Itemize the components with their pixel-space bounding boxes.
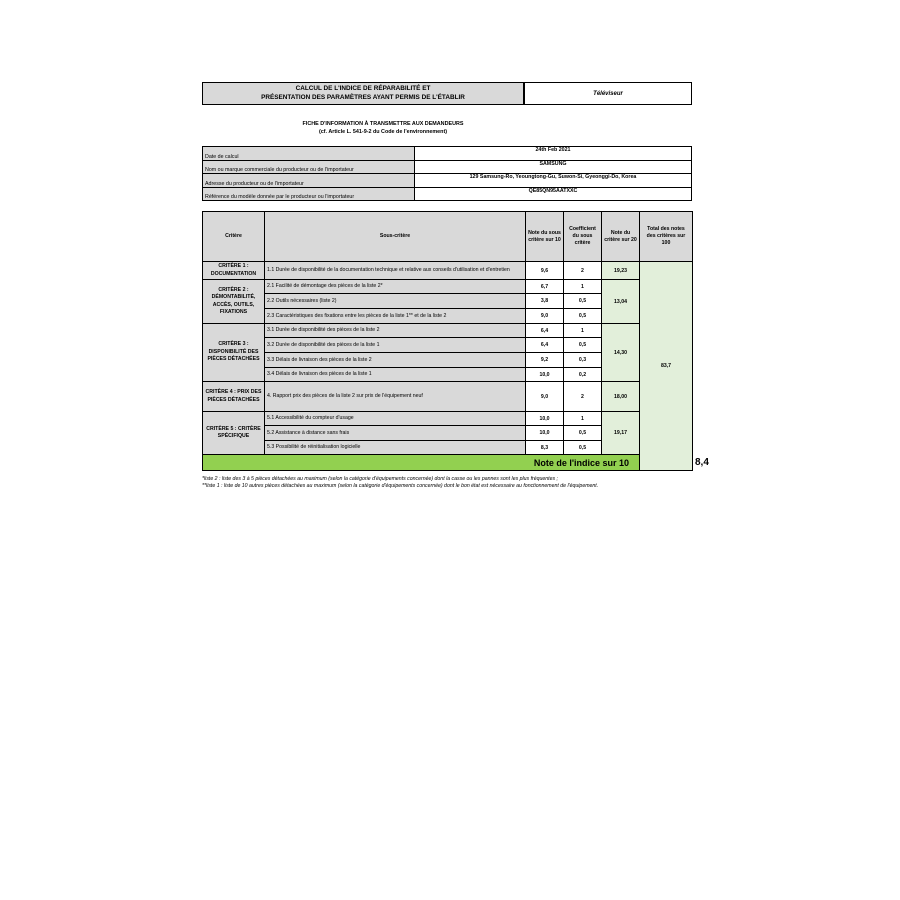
- header-critere: Critère: [203, 212, 265, 262]
- sous-critere-note: 3,8: [526, 294, 564, 309]
- info-row: [203, 187, 692, 201]
- sous-critere-coef: 2: [564, 382, 602, 412]
- table-row: [203, 412, 693, 426]
- sous-critere-label: 2.1 Facilité de démontage des pièces de la liste 2*: [265, 280, 526, 294]
- sous-critere-coef: 1: [564, 280, 602, 294]
- sous-critere-note: 6,4: [526, 338, 564, 353]
- info-table: [202, 146, 692, 201]
- sous-critere-coef: 1: [564, 412, 602, 426]
- title-line-2: PRÉSENTATION DES PARAMÈTRES AYANT PERMIS DE L'ÉTABLIR: [261, 93, 465, 101]
- sous-critere-coef: 0,5: [564, 441, 602, 455]
- info-value: 129 Samsung-Ro, Yeoungtong-Gu, Suwon-Si, Gyeonggi-Do, Korea: [415, 174, 692, 188]
- sous-critere-note: 9,0: [526, 309, 564, 324]
- sous-critere-coef: 2: [564, 262, 602, 280]
- sous-critere-coef: 0,5: [564, 338, 602, 353]
- sous-critere-label: 3.1 Durée de disponibilité des pièces de la liste 2: [265, 324, 526, 338]
- sous-critere-label: 1.1 Durée de disponibilité de la documentation technique et relative aux conseils d'utilisation et d'entretien: [265, 262, 526, 280]
- sous-critere-note: 8,3: [526, 441, 564, 455]
- info-label: Date de calcul: [203, 147, 415, 161]
- info-value: 24th Feb 2021: [415, 147, 692, 161]
- critere-note: 19,17: [602, 412, 640, 455]
- repairability-table: [202, 211, 709, 471]
- header-note-sous: Note du sous critère sur 10: [526, 212, 564, 262]
- fiche-line-2: (cf. Article L. 541-9-2 du Code de l'environnement): [318, 128, 448, 135]
- table-row: [203, 382, 693, 412]
- header-sous-critere: Sous-critère: [265, 212, 526, 262]
- sous-critere-label: 2.2 Outils nécessaires (liste 2): [265, 294, 526, 309]
- critere-name: CRITÈRE 3 : DISPONIBILITÉ DES PIÈCES DÉTACHÉES: [203, 324, 265, 382]
- sous-critere-coef: 0,3: [564, 353, 602, 368]
- sous-critere-note: 6,7: [526, 280, 564, 294]
- sous-critere-label: 2.3 Caractéristiques des fixations entre les pièces de la liste 1** et de la liste 2: [265, 309, 526, 324]
- final-index-label: Note de l'indice sur 10: [203, 455, 640, 471]
- sous-critere-coef: 0,2: [564, 368, 602, 382]
- sous-critere-note: 6,4: [526, 324, 564, 338]
- product-label: Téléviseur: [593, 90, 623, 97]
- info-label: Référence du modèle donnée par le producteur ou l'importateur: [203, 187, 415, 201]
- title-line-1: CALCUL DE L'INDICE DE RÉPARABILITÉ ET: [295, 85, 431, 92]
- critere-name: CRITÈRE 2 : DÉMONTABILITÉ, ACCÈS, OUTILS, FIXATIONS: [203, 280, 265, 324]
- document-title: [202, 82, 524, 105]
- critere-note: 19,23: [602, 262, 640, 280]
- header-note-critere: Note du critère sur 20: [602, 212, 640, 262]
- table-header-row: [203, 212, 693, 262]
- sous-critere-note: 9,6: [526, 262, 564, 280]
- critere-name: CRITÈRE 1 : DOCUMENTATION: [203, 262, 265, 280]
- info-row: [203, 174, 692, 188]
- sous-critere-label: 3.3 Délais de livraison des pièces de la liste 2: [265, 353, 526, 368]
- table-row: [203, 324, 693, 338]
- sous-critere-label: 4. Rapport prix des pièces de la liste 2 sur prix de l'équipement neuf: [265, 382, 526, 412]
- footnote-2: **liste 1 : liste de 10 autres pièces détachées au maximum (selon la catégorie d'équipements concernée) dont le bon état est nécessaire au fonctionnement de l'équipement.: [202, 483, 599, 489]
- info-label: Nom ou marque commerciale du producteur ou de l'importateur: [203, 160, 415, 174]
- sous-critere-label: 5.1 Accessibilité du compteur d'usage: [265, 412, 526, 426]
- sous-critere-coef: 0,5: [564, 294, 602, 309]
- info-row: [203, 160, 692, 174]
- sous-critere-coef: 1: [564, 324, 602, 338]
- fiche-line-1: FICHE D'INFORMATION À TRANSMETTRE AUX DEMANDEURS: [302, 121, 464, 127]
- critere-name: CRITÈRE 5 : CRITÈRE SPÉCIFIQUE: [203, 412, 265, 455]
- footnote-1: *liste 2 : liste des 3 à 5 pièces détachées au maximum (selon la catégorie d'équipements concernée) dont la casse ou les pannes sont les plus fréquentes ;: [202, 476, 558, 482]
- sous-critere-coef: 0,5: [564, 426, 602, 441]
- critere-note: 18,00: [602, 382, 640, 412]
- critere-note: 14,30: [602, 324, 640, 382]
- sous-critere-note: 10,0: [526, 426, 564, 441]
- table-row: [203, 280, 693, 294]
- product-type: [524, 82, 692, 105]
- sous-critere-note: 10,0: [526, 368, 564, 382]
- sous-critere-label: 3.2 Durée de disponibilité des pièces de la liste 1: [265, 338, 526, 353]
- fiche-heading: [202, 121, 564, 136]
- sous-critere-note: 10,0: [526, 412, 564, 426]
- sous-critere-coef: 0,5: [564, 309, 602, 324]
- info-value: QE85QN95AATXXC: [415, 187, 692, 201]
- critere-note: 13,04: [602, 280, 640, 324]
- header-coef: Coefficient du sous critère: [564, 212, 602, 262]
- info-label: Adresse du producteur ou de l'importateur: [203, 174, 415, 188]
- sous-critere-note: 9,0: [526, 382, 564, 412]
- header-total: Total des notes des critères sur 100: [640, 212, 693, 262]
- info-row: [203, 147, 692, 161]
- final-row: Note de l'indice sur 10 8,4: [203, 455, 693, 471]
- total-notes: 83,7: [640, 262, 693, 471]
- sous-critere-label: 3.4 Délais de livraison des pièces de la liste 1: [265, 368, 526, 382]
- info-value: SAMSUNG: [415, 160, 692, 174]
- sous-critere-label: 5.3 Possibilité de réinitialisation logicielle: [265, 441, 526, 455]
- sous-critere-note: 9,2: [526, 353, 564, 368]
- sous-critere-label: 5.2 Assistance à distance sans frais: [265, 426, 526, 441]
- table-row: [203, 262, 693, 280]
- critere-name: CRITÈRE 4 : PRIX DES PIÈCES DÉTACHÉES: [203, 382, 265, 412]
